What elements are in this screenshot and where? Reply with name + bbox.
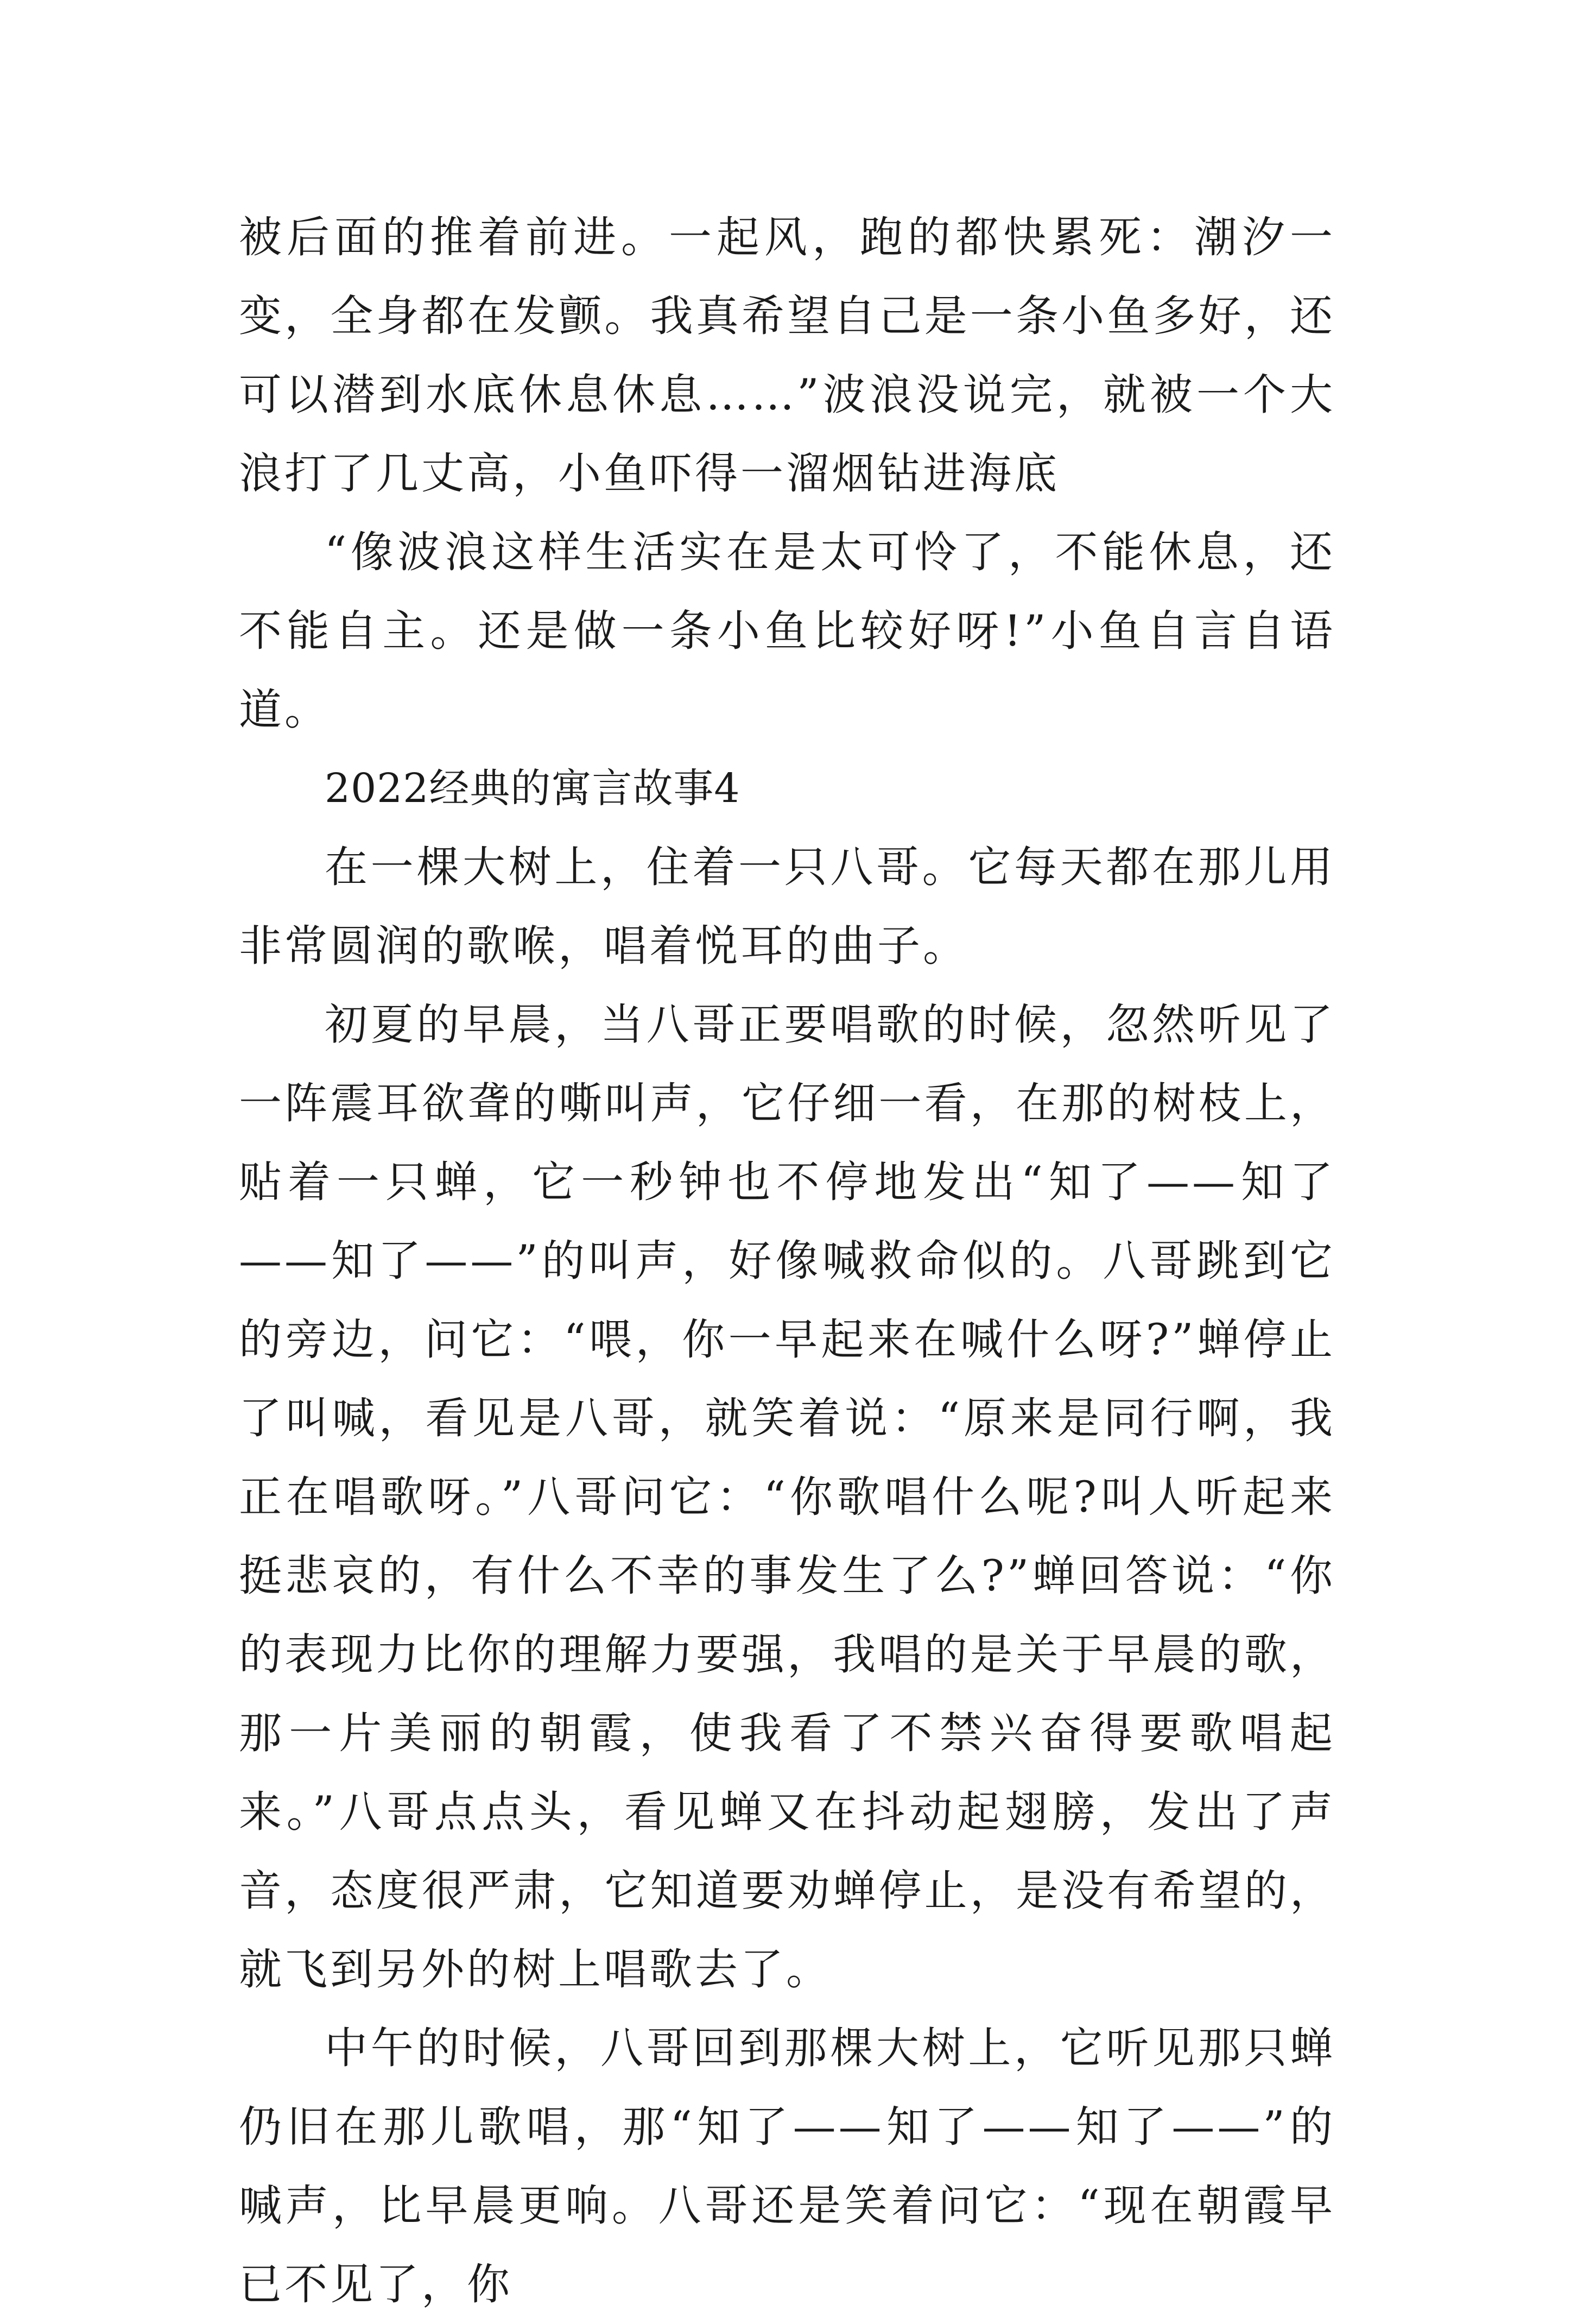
document-body [239,198,1335,2324]
paragraph-morning-cicada: 初夏的早晨，当八哥正要唱歌的时候，忽然听见了一阵震耳欲聋的嘶叫声，它仔细一看，在那的树枝上，贴着一只蝉，它一秒钟也不停地发出“知了——知了——知了——”的叫声，好像喊救命似的。八哥跳到它的旁边，问它：“喂，你一早起来在喊什么呀?”蝉停止了叫喊，看见是八哥，就笑着说：“原来是同行啊，我正在唱歌呀。”八哥问它：“你歌唱什么呢?叫人听起来挺悲哀的，有什么不幸的事发生了么?”蝉回答说：“你的表现力比你的理解力要强，我唱的是关于早晨的歌，那一片美丽的朝霞，使我看了不禁兴奋得要歌唱起来。”八哥点点头，看见蝉又在抖动起翅膀，发出了声音，态度很严肃，它知道要劝蝉停止，是没有希望的，就飞到另外的树上唱歌去了。 [239,1000,1335,1994]
paragraph-noon: 中午的时候，八哥回到那棵大树上，它听见那只蝉仍旧在那儿歌唱，那“知了——知了——知了——”的喊声，比早晨更响。八哥还是笑着问它：“现在朝霞早已不见了，你 [239,2023,1335,2309]
story-heading: 2022经典的寓言故事4 [325,765,740,812]
paragraph-myna-intro: 在一棵大树上，住着一只八哥。它每天都在那儿用非常圆润的歌喉，唱着悦耳的曲子。 [239,842,1335,971]
paragraph-fish-monologue: “像波浪这样生活实在是太可怜了，不能休息，还不能自主。还是做一条小鱼比较好呀!”小鱼自言自语道。 [239,527,1335,735]
paragraph-continued: 被后面的推着前进。一起风，跑的都快累死：潮汐一变，全身都在发颤。我真希望自己是一条小鱼多好，还可以潜到水底休息休息……”波浪没说完，就被一个大浪打了几丈高，小鱼吓得一溜烟钻进海底 [239,212,1335,498]
